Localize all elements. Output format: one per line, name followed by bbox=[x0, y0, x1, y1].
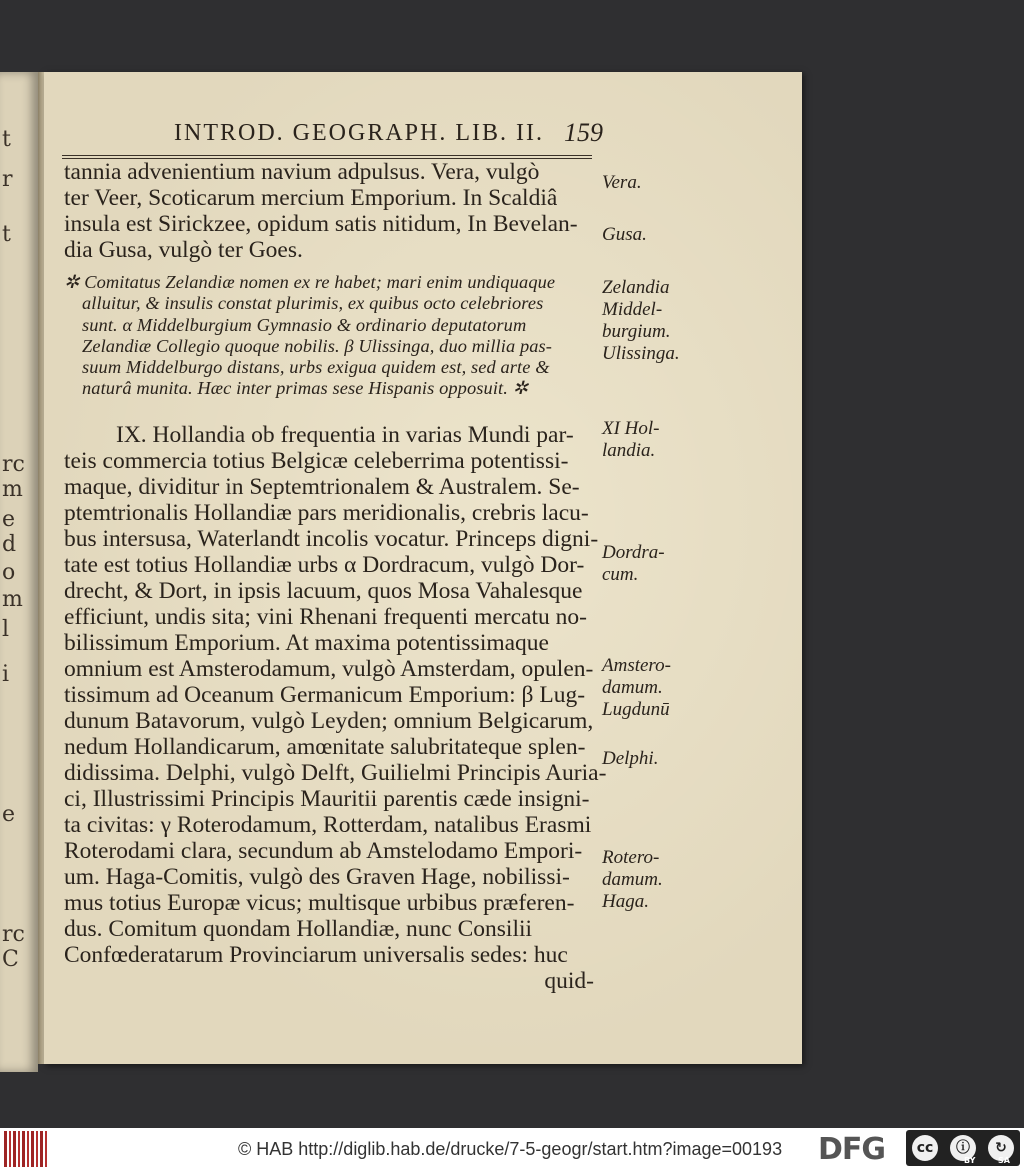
sa-label: SA bbox=[998, 1156, 1010, 1165]
prev-page-fragment: rc bbox=[2, 922, 25, 947]
text-line: insula est Sirickzee, opidum satis nitidum, In Bevelan- bbox=[64, 211, 578, 237]
text-line: bus intersusa, Waterlandt incolis vocatur. Princeps digni- bbox=[64, 526, 599, 552]
text-line: nedum Hollandicarum, amœnitate salubritateque splen- bbox=[64, 734, 586, 760]
text-line: um. Haga-Comitis, vulgò des Graven Hage, nobilissi- bbox=[64, 864, 570, 890]
prev-page-fragment: l bbox=[2, 617, 10, 642]
text-line: Roterodami clara, secundum ab Amstelodamo Empori- bbox=[64, 838, 583, 864]
marginal-note: damum. bbox=[602, 677, 663, 698]
text-line: tissimum ad Oceanum Germanicum Emporium: β Lug- bbox=[64, 682, 586, 708]
previous-page-edge bbox=[0, 72, 38, 1072]
license-badge[interactable] bbox=[906, 1130, 1020, 1166]
prev-page-fragment: t bbox=[2, 222, 11, 247]
dfg-logo: DFG bbox=[818, 1132, 886, 1167]
note-line: naturâ munita. Hæc inter primas sese Hispanis opposuit. ✲ bbox=[82, 378, 529, 399]
marginal-note: Gusa. bbox=[602, 224, 647, 245]
prev-page-fragment: m bbox=[2, 477, 23, 502]
text-line: bilissimum Emporium. At maxima potentissimaque bbox=[64, 630, 549, 656]
text-line: ptemtrionalis Hollandiæ pars meridionalis, crebris lacu- bbox=[64, 500, 589, 526]
marginal-note: damum. bbox=[602, 869, 663, 890]
text-line: ta civitas: γ Roterodamum, Rotterdam, natalibus Erasmi bbox=[64, 812, 592, 838]
prev-page-fragment: o bbox=[2, 560, 16, 585]
page-number: 159 bbox=[564, 118, 603, 147]
prev-page-fragment: rc bbox=[2, 452, 25, 477]
main-text-paragraph-1 bbox=[64, 159, 594, 263]
marginal-note: Zelandia bbox=[602, 277, 670, 298]
commentary-note bbox=[64, 272, 594, 400]
prev-page-fragment: r bbox=[2, 167, 13, 192]
prev-page-fragment: C bbox=[2, 947, 19, 972]
marginal-note: Middel- bbox=[602, 299, 663, 320]
prev-page-fragment: d bbox=[2, 532, 17, 557]
catchword: quid- bbox=[544, 968, 594, 994]
footer-bar bbox=[0, 1128, 1024, 1170]
marginal-note: Lugdunū bbox=[602, 699, 670, 720]
marginal-note: cum. bbox=[602, 564, 639, 585]
marginal-note: Delphi. bbox=[602, 748, 659, 769]
prev-page-fragment: e bbox=[2, 507, 16, 532]
text-line: mus totius Europæ vicus; multisque urbibus præferen- bbox=[64, 890, 575, 916]
note-line: alluitur, & insulis constat plurimis, ex quibus octo celebriores bbox=[82, 293, 544, 314]
text-line: tate est totius Hollandiæ urbs α Dordracum, vulgò Dor- bbox=[64, 552, 585, 578]
text-line: didissima. Delphi, vulgò Delft, Guilielmi Principis Auria- bbox=[64, 760, 607, 786]
note-line: sunt. α Middelburgium Gymnasio & ordinario deputatorum bbox=[82, 314, 527, 335]
text-line: teis commercia totius Belgicæ celeberrima potentissi- bbox=[64, 448, 569, 474]
note-line: ✲ Comitatus Zelandiæ nomen ex re habet; mari enim undiquaque bbox=[64, 272, 556, 292]
main-text-paragraph-2 bbox=[64, 422, 607, 994]
marginal-note: Dordra- bbox=[602, 542, 665, 563]
text-line: tannia advenientium navium adpulsus. Vera, vulgò bbox=[64, 159, 540, 185]
text-line: ci, Illustrissimi Principis Mauritii parentis cæde insigni- bbox=[64, 786, 590, 812]
marginal-note: Amstero- bbox=[602, 655, 671, 676]
text-line: dunum Batavorum, vulgò Leyden; omnium Belgicarum, bbox=[64, 708, 594, 734]
sa-icon: ↻ bbox=[988, 1135, 1014, 1161]
copyright-link[interactable]: © HAB http://diglib.hab.de/drucke/7-5-geogr/start.htm?image=00193 bbox=[238, 1138, 783, 1159]
marginal-note: Ulissinga. bbox=[602, 343, 680, 364]
book-page bbox=[44, 72, 802, 1064]
running-head: INTROD. GEOGRAPH. LIB. II. bbox=[174, 120, 544, 146]
text-line: ter Veer, Scoticarum mercium Emporium. In Scaldiâ bbox=[64, 185, 558, 211]
marginal-note: Rotero- bbox=[602, 847, 660, 868]
text-line: omnium est Amsterodamum, vulgò Amsterdam, opulen- bbox=[64, 656, 594, 682]
by-icon: ⓘ bbox=[950, 1135, 976, 1161]
marginal-note: Vera. bbox=[602, 172, 642, 193]
barcode-logo bbox=[4, 1131, 48, 1167]
text-line: maque, dividitur in Septemtrionalem & Australem. Se- bbox=[64, 474, 580, 500]
marginal-note: landia. bbox=[602, 440, 656, 461]
prev-page-fragment: m bbox=[2, 587, 23, 612]
prev-page-fragment: i bbox=[2, 662, 10, 687]
marginal-note: XI Hol- bbox=[602, 418, 660, 439]
text-line: dia Gusa, vulgò ter Goes. bbox=[64, 237, 303, 263]
text-line: efficiunt, undis sita; vini Rhenani frequenti mercatu no- bbox=[64, 604, 587, 630]
prev-page-fragment: e bbox=[2, 802, 16, 827]
by-label: BY bbox=[964, 1156, 976, 1165]
text-line: drecht, & Dort, in ipsis lacuum, quos Mosa Vahalesque bbox=[64, 578, 583, 604]
text-line: dus. Comitum quondam Hollandiæ, nunc Consilii bbox=[64, 916, 533, 942]
prev-page-fragment: t bbox=[2, 127, 11, 152]
marginal-note: Haga. bbox=[602, 891, 649, 912]
text-line: Confœderatarum Provinciarum universalis sedes: huc bbox=[64, 942, 568, 968]
text-line: IX. Hollandia ob frequentia in varias Mundi par- bbox=[116, 422, 574, 448]
note-line: suum Middelburgo distans, urbs exigua quidem est, sed arte & bbox=[82, 357, 550, 378]
marginal-note: burgium. bbox=[602, 321, 671, 342]
cc-icon: cc bbox=[912, 1135, 938, 1161]
note-line: Zelandiæ Collegio quoque nobilis. β Ulissinga, duo millia pas- bbox=[82, 335, 553, 356]
